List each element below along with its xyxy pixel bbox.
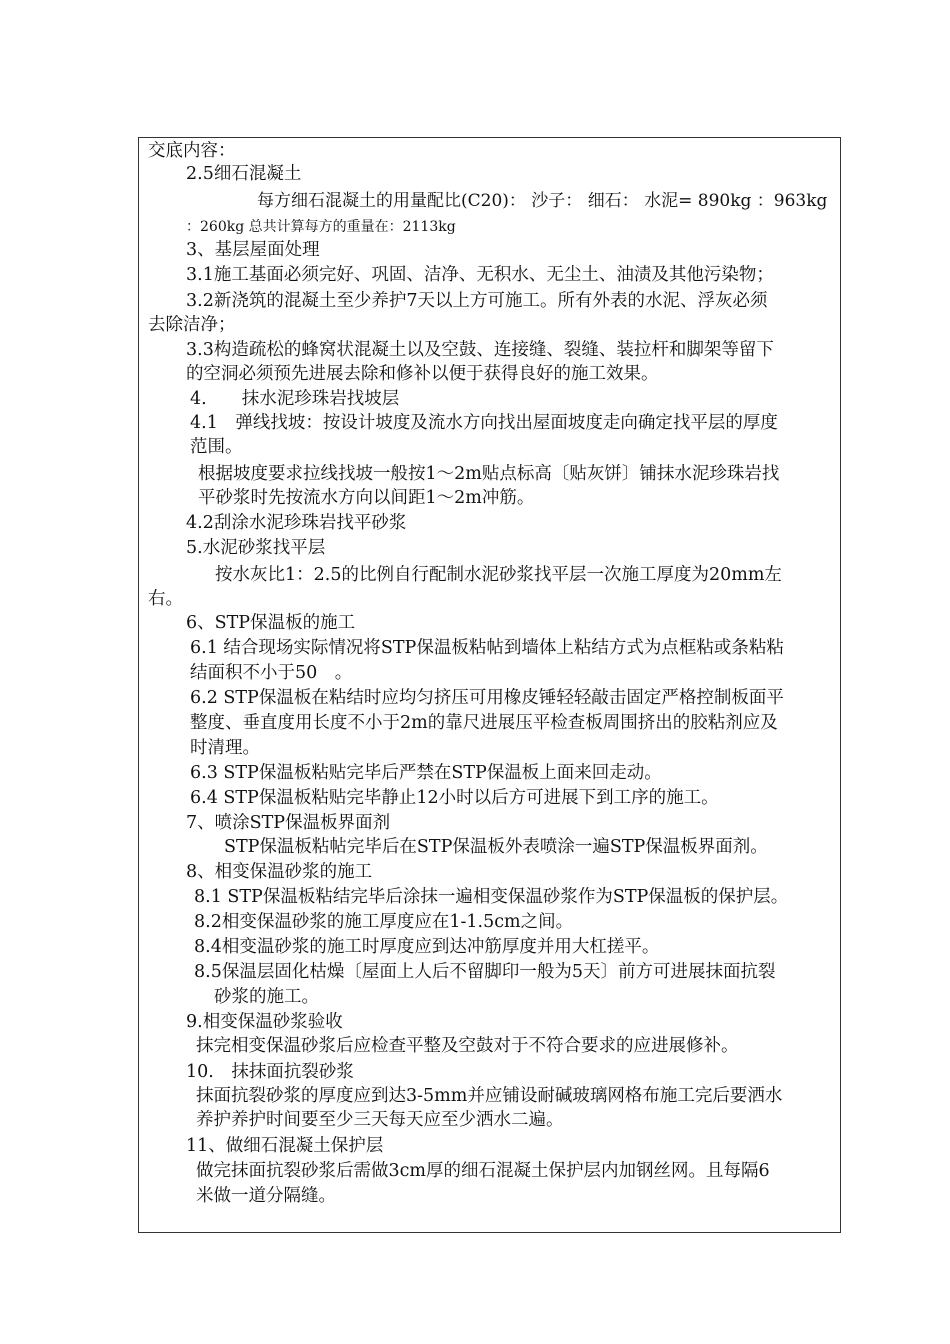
text-line: 做完抹面抗裂砂浆后需做3cm厚的细石混凝土保护层内加钢丝网。且每隔6: [196, 1161, 770, 1181]
text-line: 抹面抗裂砂浆的厚度应到达3-5mm并应铺设耐碱玻璃网格布施工完后要洒水: [196, 1086, 783, 1106]
heading-6: 6、STP保温板的施工: [186, 613, 356, 633]
text-line: 养护养护时间要至少三天每天应至少洒水二遍。: [196, 1110, 564, 1130]
text-line: 4.2刮涂水泥珍珠岩找平砂浆: [186, 513, 407, 533]
text-line: 8.5保温层固化枯燥〔屋面上人后不留脚印一般为5天〕前方可进展抹面抗裂: [194, 962, 776, 982]
heading-5: 5.水泥砂浆找平层: [186, 538, 326, 558]
text-line: 8.2相变保温砂浆的施工厚度应在1-1.5cm之间。: [194, 912, 574, 932]
text-line: 右。: [148, 589, 183, 609]
text-line: STP保温板粘帖完毕后在STP保温板外表喷涂一遍STP保温板界面剂。: [224, 837, 768, 857]
heading-3: 3、基层屋面处理: [186, 240, 320, 260]
text-line: 范围。: [190, 437, 243, 457]
text-line: 抹完相变保温砂浆后应检查平整及空鼓对于不符合要求的应进展修补。: [196, 1036, 739, 1056]
text-line: 去除洁净；: [148, 315, 236, 335]
text-line: 根据坡度要求拉线找坡一般按1～2m贴点标高〔贴灰饼〕铺抹水泥珍珠岩找: [198, 464, 780, 484]
text-line: 时清理。: [190, 738, 260, 758]
heading-10: 10. 抹抹面抗裂砂浆: [186, 1062, 354, 1082]
text-line: 整度、垂直度用长度不小于2m的靠尺进展压平检查板周围挤出的胶粘剂应及: [190, 713, 778, 733]
text-line: 3.3构造疏松的蜂窝状混凝土以及空鼓、连接缝、裂缝、装拉杆和脚架等留下: [186, 340, 774, 360]
text-line: 每方细石混凝土的用量配比(C20)： 沙子： 细石： 水泥= 890kg ：963kg: [257, 191, 828, 211]
text-line: 4.1 弹线找坡：按设计坡度及流水方向找出屋面坡度走向确定找平层的厚度: [190, 413, 778, 433]
text-line: 平砂浆时先按流水方向以间距1～2m冲筋。: [198, 488, 535, 508]
text-line: 6.3 STP保温板粘贴完毕后严禁在STP保温板上面来回走动。: [190, 763, 662, 783]
heading-11: 11、做细石混凝土保护层: [186, 1136, 384, 1156]
text-line: 8.1 STP保温板粘结完毕后涂抹一遍相变保温砂浆作为STP保温板的保护层。: [194, 887, 789, 907]
text-line: 8.4相变温砂浆的施工时厚度应到达冲筋厚度并用大杠搓平。: [194, 937, 660, 957]
heading-7: 7、喷涂STP保温板界面剂: [186, 813, 391, 833]
text-line: 6.4 STP保温板粘贴完毕静止12小时以后方可进展下到工序的施工。: [190, 788, 719, 808]
text-line: 结面积不小于50 。: [190, 663, 353, 683]
text-line: 6.2 STP保温板在粘结时应均匀挤压可用橡皮锤轻轻敲击固定严格控制板面平: [190, 688, 784, 708]
text-line: 按水灰比1：2.5的比例自行配制水泥砂浆找平层一次施工厚度为20mm左: [215, 565, 782, 585]
heading-2-5: 2.5细石混凝土: [186, 164, 302, 184]
text-line: 3.1施工基面必须完好、巩固、洁净、无积水、无尘土、油渍及其他污染物；: [186, 265, 774, 285]
text-line: 3.2新浇筑的混凝土至少养护7天以上方可施工。所有外表的水泥、浮灰必须: [186, 291, 768, 311]
heading-9: 9.相变保温砂浆验收: [186, 1012, 343, 1032]
text-line: 的空洞必须预先进展去除和修补以便于获得良好的施工效果。: [186, 364, 659, 384]
heading-4: 4. 抹水泥珍珠岩找坡层: [190, 389, 400, 409]
text-line: 米做一道分隔缝。: [196, 1186, 336, 1206]
heading-8: 8、相变保温砂浆的施工: [186, 862, 373, 882]
text-line: ：260kg 总共计算每方的重量在：2113kg: [186, 219, 456, 235]
text-line: 砂浆的施工。: [214, 987, 319, 1007]
text-line: 6.1 结合现场实际情况将STP保温板粘帖到墙体上粘结方式为点框粘或条粘粘: [190, 638, 784, 658]
section-header: 交底内容：: [148, 141, 236, 161]
